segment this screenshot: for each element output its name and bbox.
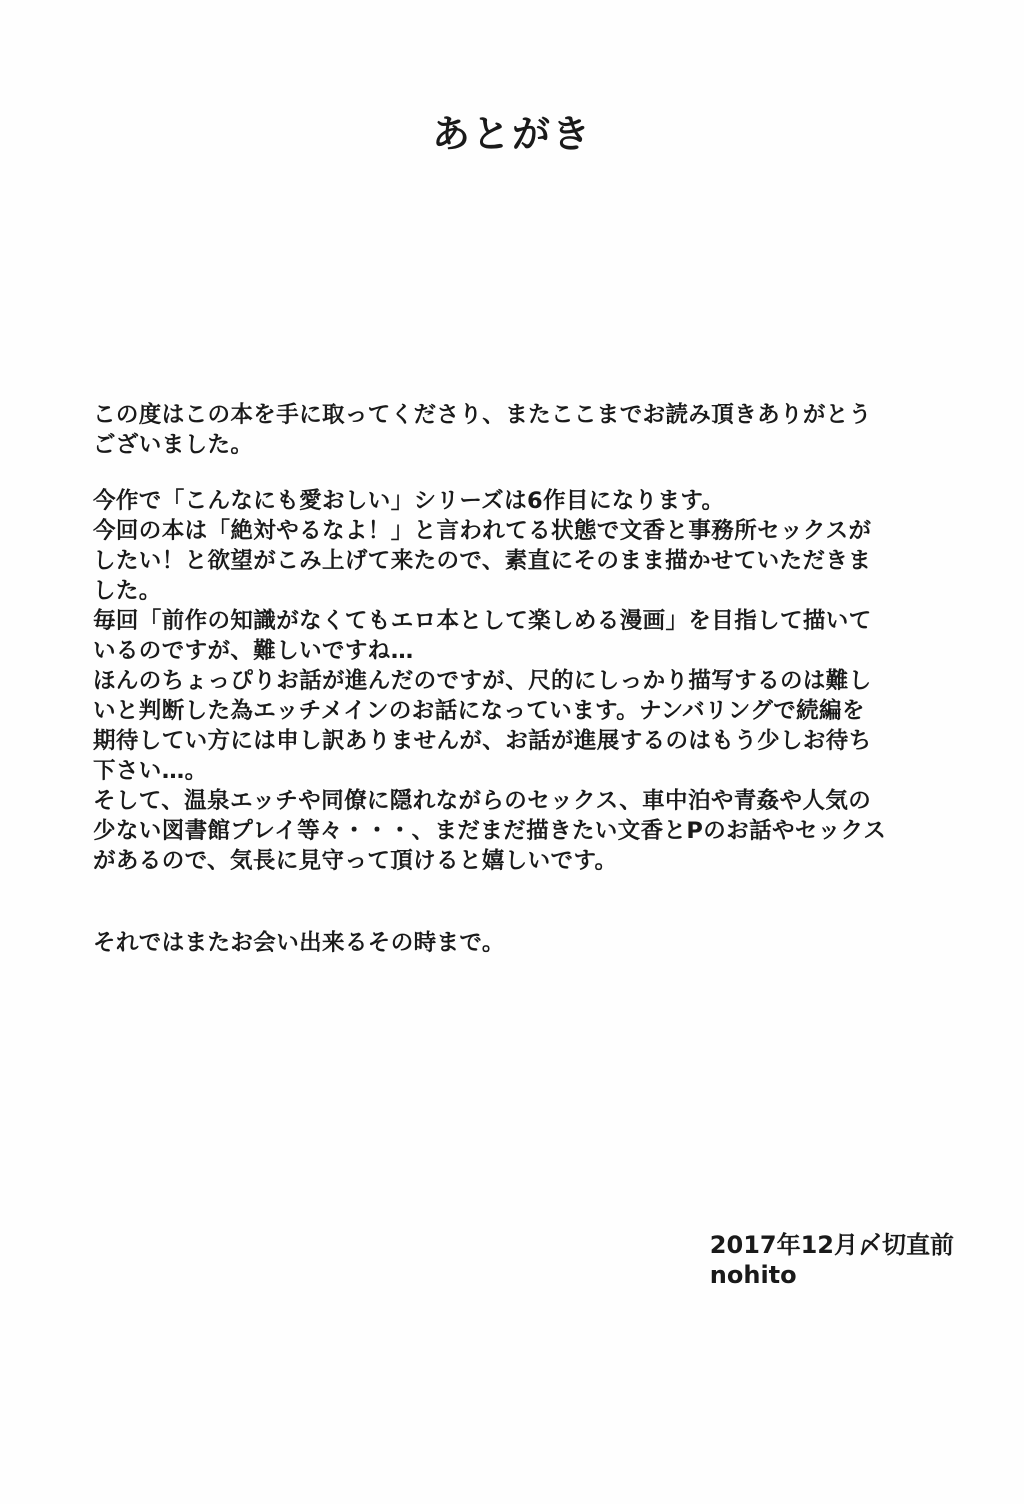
paragraph-line: 今回の本は「絶対やるなよ！」と言われてる状態で文香と事務所セックスが <box>93 518 872 544</box>
paragraph-line: ございました。 <box>93 432 254 458</box>
signature-block <box>710 1230 954 1290</box>
paragraph-line: したい！と欲望がこみ上げて来たので、素直にそのまま描かせていただきま <box>93 548 872 574</box>
signature-author: nohito <box>709 1261 797 1289</box>
afterword-body <box>93 400 953 958</box>
paragraph-gap <box>93 460 953 486</box>
paragraph-line: した。 <box>93 578 162 604</box>
paragraph-line: ほんのちょっぴりお話が進んだのですが、尺的にしっかり描写するのは難し <box>93 668 872 694</box>
paragraph-gap <box>93 876 953 928</box>
paragraph-line: 今作で「こんなにも愛おしい」シリーズは6作目になります。 <box>93 488 725 514</box>
paragraph-line: 下さい…。 <box>93 758 208 784</box>
paragraph-line: 期待してい方には申し訳ありませんが、お話が進展するのはもう少しお待ち <box>93 728 872 754</box>
paragraph-line: 毎回「前作の知識がなくてもエロ本として楽しめる漫画」を目指して描いて <box>93 608 872 634</box>
paragraph-line: 少ない図書館プレイ等々・・・、まだまだ描きたい文香とPのお話やセックス <box>93 818 887 844</box>
page-title: あとがき <box>431 112 592 156</box>
paragraph-line: そして、温泉エッチや同僚に隠れながらのセックス、車中泊や青姦や人気の <box>93 788 872 814</box>
closing-line: それではまたお会い出来るその時まで。 <box>93 930 505 956</box>
signature-date: 2017年12月〆切直前 <box>709 1231 954 1259</box>
paragraph-line: いと判断した為エッチメインのお話になっています。ナンバリングで続編を <box>93 698 865 724</box>
paragraph-line: いるのですが、難しいですね… <box>93 638 414 664</box>
paragraph-line: があるので、気長に見守って頂けると嬉しいです。 <box>93 848 618 874</box>
paragraph-line: この度はこの本を手に取ってくださり、またここまでお読み頂きありがとう <box>93 402 872 428</box>
